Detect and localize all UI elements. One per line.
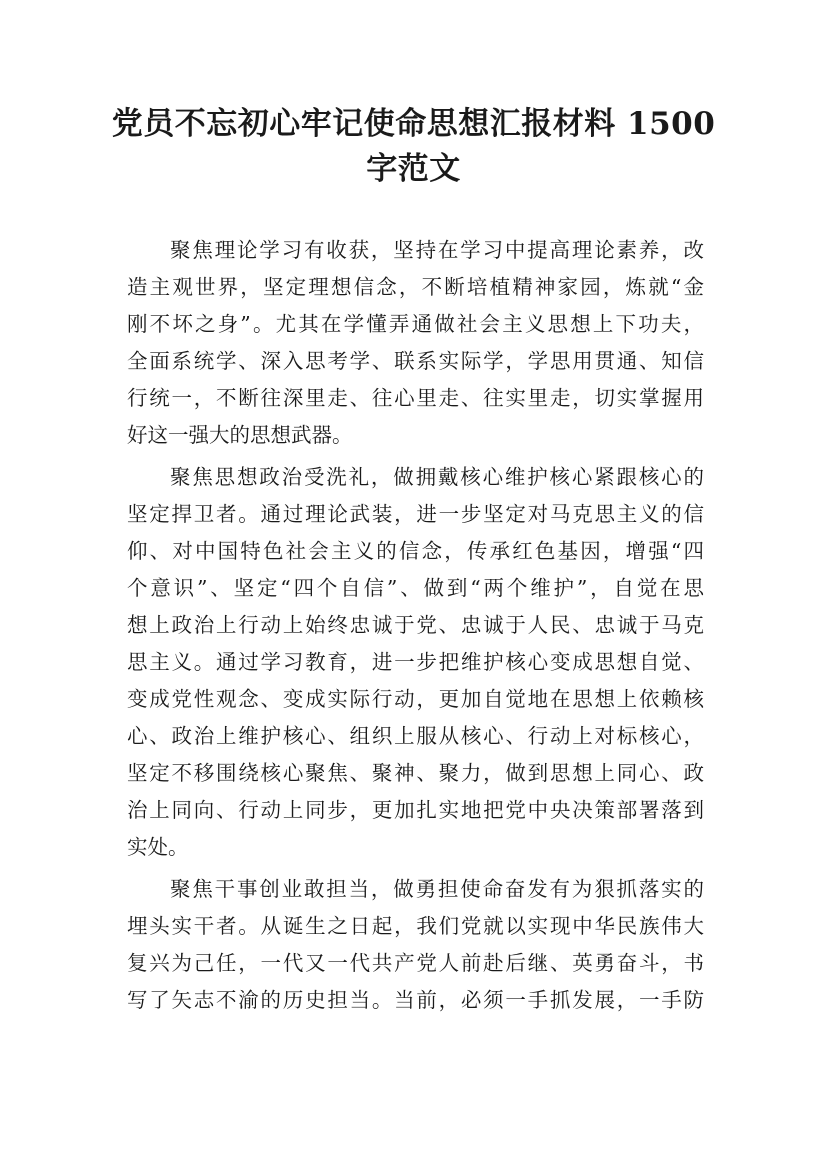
- paragraph-3: [127, 871, 704, 1019]
- paragraph-line: 坚定不移围绕核心聚焦、聚神、聚力，做到思想上同心、政: [127, 761, 704, 785]
- title-line-2: 字范文: [366, 151, 461, 187]
- paragraph-line: 变成党性观念、变成实际行动，更加自觉地在思想上依赖核: [127, 687, 704, 711]
- paragraph-1: [127, 232, 704, 454]
- paragraph-line: 思主义。通过学习教育，进一步把维护核心变成思想自觉、: [127, 650, 704, 674]
- paragraph-line: 好这一强大的思想武器。: [127, 423, 353, 447]
- paragraph-line: 全面系统学、深入思考学、联系实际学，学思用贯通、知信: [127, 349, 704, 373]
- paragraph-line: 聚焦理论学习有收获，坚持在学习中提高理论素养，改: [170, 238, 704, 262]
- paragraph-line: 个意识”、坚定“四个自信”、做到“两个维护”，自觉在思: [127, 576, 704, 600]
- document-body: [127, 232, 704, 1024]
- paragraph-line: 想上政治上行动上始终忠诚于党、忠诚于人民、忠诚于马克: [127, 613, 704, 637]
- paragraph-line: 写了矢志不渝的历史担当。当前，必须一手抓发展，一手防: [127, 988, 704, 1012]
- paragraph-line: 造主观世界，坚定理想信念，不断培植精神家园，炼就“金: [127, 275, 704, 299]
- title-line-1: 党员不忘初心牢记使命思想汇报材料 1500: [111, 106, 716, 142]
- paragraph-line: 坚定捍卫者。通过理论武装，进一步坚定对马克思主义的信: [127, 502, 704, 526]
- paragraph-line: 复兴为己任，一代又一代共产党人前赴后继、英勇奋斗，书: [127, 951, 704, 975]
- paragraph-line: 治上同向、行动上同步，更加扎实地把党中央决策部署落到: [127, 798, 704, 822]
- paragraph-line: 仰、对中国特色社会主义的信念，传承红色基因，增强“四: [127, 539, 704, 563]
- paragraph-line: 刚不坏之身”。尤其在学懂弄通做社会主义思想上下功夫，: [127, 312, 704, 336]
- paragraph-line: 聚焦干事创业敢担当，做勇担使命奋发有为狠抓落实的: [170, 877, 704, 901]
- paragraph-line: 实处。: [127, 835, 189, 859]
- paragraph-2: [127, 459, 704, 866]
- document-title: [100, 102, 727, 192]
- paragraph-line: 行统一，不断往深里走、往心里走、往实里走，切实掌握用: [127, 386, 704, 410]
- paragraph-line: 聚焦思想政治受洗礼，做拥戴核心维护核心紧跟核心的: [170, 465, 704, 489]
- paragraph-line: 埋头实干者。从诞生之日起，我们党就以实现中华民族伟大: [127, 914, 704, 938]
- paragraph-line: 心、政治上维护核心、组织上服从核心、行动上对标核心，: [127, 724, 704, 748]
